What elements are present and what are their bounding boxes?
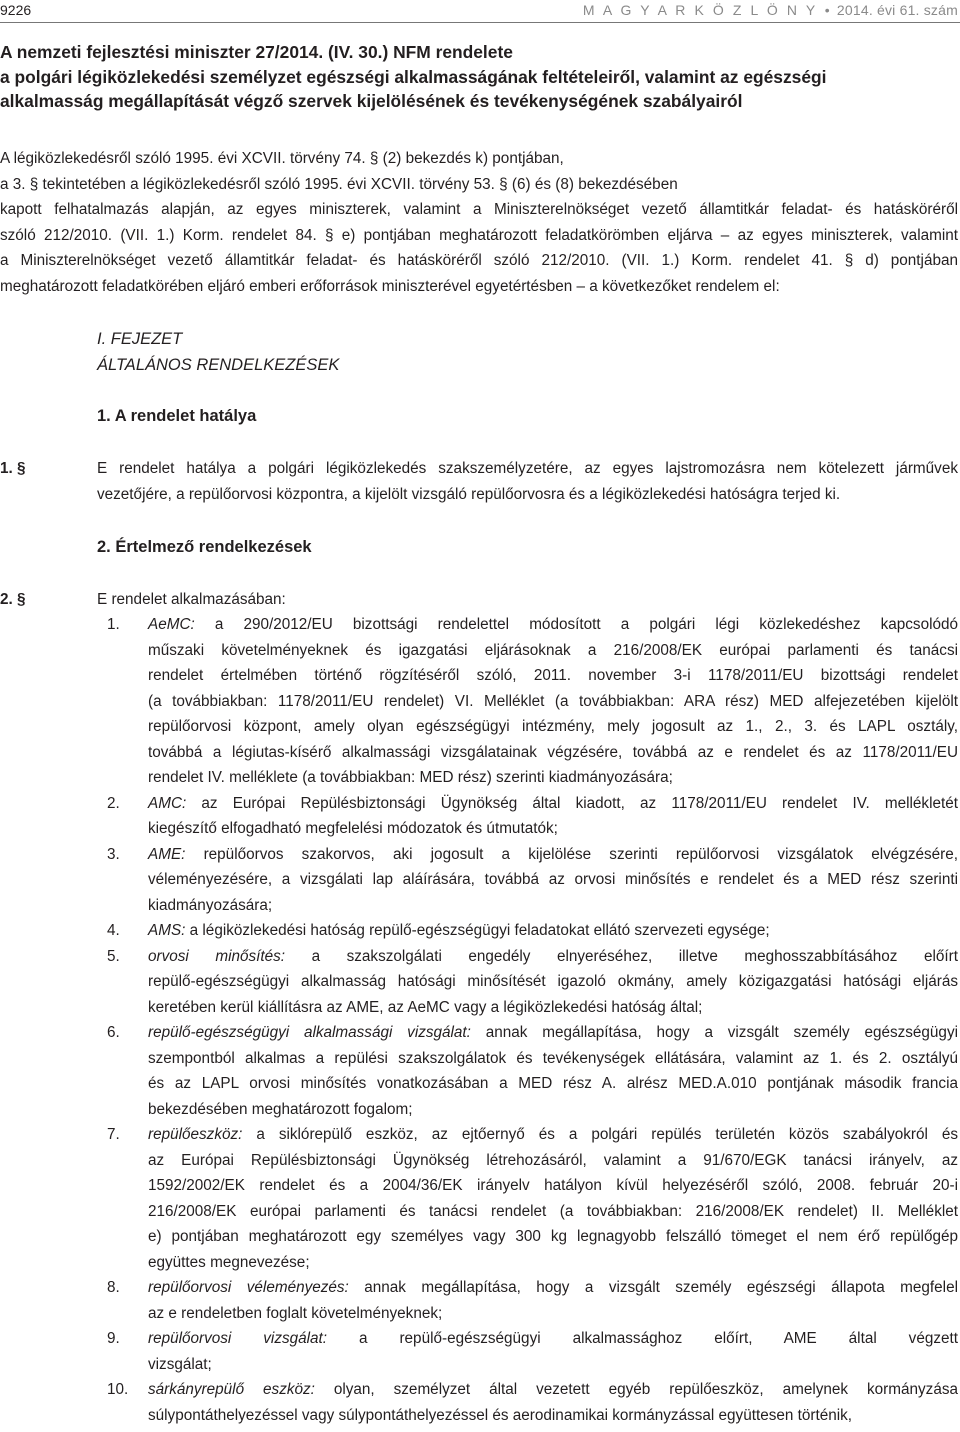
definition-line: az Európai Repülésbiztonsági Ügynökség létrehozásáról, valamint a 91/670/EGK tanácsi irányelv, az [148, 1151, 958, 1169]
definition-term: orvosi minősítés: [148, 947, 286, 965]
definition-line: véleményezésére, a vizsgálati lap aláírására, továbbá az orvosi minősítés e rendelet és a MED rész szerinti [148, 871, 958, 888]
chapter-number: I. FEJEZET [97, 330, 183, 348]
section-heading: 2. Értelmező rendelkezések [97, 538, 312, 556]
definition-number: 2. [107, 794, 120, 812]
definition-number: 9. [107, 1330, 120, 1347]
definition-line: (a továbbiakban: 1178/2011/EU rendelet) VI. Melléklet (a továbbiakban: ARA rész) MED alfejezetében kijelölt [148, 692, 958, 710]
definition-line: repülő-egészségügyi alkalmassági vizsgálat: annak megállapítása, hogy a vizsgált személy egészségügyi [148, 1024, 958, 1041]
definition-number: 1. [107, 616, 120, 633]
definition-term: AME: [148, 845, 186, 863]
definition-number: 6. [107, 1024, 120, 1041]
definition-line: AMC: az Európai Repülésbiztonsági Ügynökség által kiadott, az 1178/2011/EU rendelet IV. mellékletét [148, 794, 958, 812]
definition-item [0, 1326, 958, 1377]
definition-term: AeMC: [148, 616, 195, 633]
definition-item [0, 1377, 958, 1428]
preamble-line: kapott felhatalmazás alapján, az egyes miniszterek, valamint a Miniszterelnökséget vezető államtitkár feladat- és hatásköréről [0, 201, 958, 218]
definition-line: bekezdésében meghatározott fogalom; [148, 1100, 413, 1118]
definition-line: és az LAPL orvosi minősítés vonatkozásában a MED rész A. alrész MED.A.010 pontjának második francia [148, 1075, 958, 1092]
definition-item [0, 612, 958, 791]
journal-title: M A G Y A R K Ö Z L Ö N Y [582, 2, 818, 18]
paragraph-line: vezetőjére, a repülőorvosi központra, a kijelölt vizsgáló repülőorvosra és a légiközlekedési hatóságra terjed ki. [97, 485, 841, 503]
definition-line: sárkányrepülő eszköz: olyan, személyzet által vezetett egyéb repülőeszköz, amelynek kormányzása [148, 1381, 958, 1398]
definition-line: kiadmányozására; [148, 896, 273, 914]
definition-number: 4. [107, 922, 120, 939]
definition-line: együttes megnevezése; [148, 1253, 310, 1271]
paragraph-text [97, 456, 958, 507]
definition-term: repülőorvosi véleményezés: [148, 1279, 349, 1296]
definition-term: repülőorvosi vizsgálat: [148, 1330, 328, 1347]
definition-term: AMC: [148, 794, 187, 812]
page-header [0, 0, 960, 22]
definition-item [0, 842, 958, 919]
definition-item [0, 944, 958, 1021]
preamble [0, 146, 958, 299]
definition-term: repülő-egészségügyi alkalmassági vizsgálat: [148, 1024, 471, 1041]
definition-line: AeMC: a 290/2012/EU bizottsági rendelettel módosított a polgári légi közlekedéshez kapcsolódó [148, 616, 958, 633]
definitions-list [0, 612, 960, 1428]
title-line: alkalmasság megállapítását végző szervek kijelölésének és tevékenységének szabályairól [0, 91, 743, 111]
definition-item [0, 918, 958, 944]
definition-line: orvosi minősítés: a szakszolgálati engedély elnyeréséhez, illetve meghosszabbításához előírt [148, 947, 958, 965]
bullet-separator: • [824, 2, 830, 18]
definition-line: AME: repülőorvos szakorvos, aki jogosult a kijelölése szerinti repülőorvosi vizsgálatok elvégzésére, [148, 845, 958, 863]
header-rule [0, 22, 960, 23]
definition-line: vizsgálat; [148, 1355, 212, 1373]
definition-line: szempontból alkalmas a repülési szakszolgálatok és tevékenységek ellátására, valamint az 1. és 2. osztályú [148, 1049, 958, 1067]
definition-line: rendelet IV. melléklete (a továbbiakban: MED rész) szerinti kiadmányozására; [148, 769, 673, 786]
definition-line: súlypontáthelyezéssel vagy súlypontáthelyezéssel és aerodinamikai kormányzással együttesen történik, [148, 1406, 853, 1424]
definition-item [0, 1122, 958, 1275]
definition-term: repülőeszköz: [148, 1126, 243, 1143]
definition-line: keretében kerül kiállításra az AME, az AeMC vagy a légiközlekedési hatóság által; [148, 998, 703, 1016]
definition-line: repülőorvosi vizsgálat: a repülő-egészségügyi alkalmassághoz előírt, AME által végzett [148, 1330, 958, 1347]
definition-line: kiegészítő elfogadható megfelelési módozatok és útmutatók; [148, 820, 558, 837]
definition-number: 7. [107, 1126, 120, 1143]
title-line: a polgári légiközlekedési személyzet egészségi alkalmasságának feltételeiről, valamint az egészségi [0, 66, 827, 87]
preamble-line: A légiközlekedésről szóló 1995. évi XCVII. törvény 74. § (2) bekezdés k) pontjában, [0, 150, 564, 167]
definition-line: 1592/2002/EK rendelet és a 2004/36/EK irányelv hatályon kívül helyezéséről szóló, 2008. február 20-i [148, 1177, 958, 1194]
paragraph-number: 1. § [0, 460, 26, 477]
chapter-title: ÁLTALÁNOS RENDELKEZÉSEK [97, 355, 340, 374]
definition-line: repülőorvosi véleményezés: annak megállapítása, hogy a vizsgált személy egészségi állapota megfelel [148, 1279, 958, 1296]
definition-line: e) pontjában meghatározott egy személyes vagy 300 kg legnagyobb felszálló tömeget el nem érő repülőgép [148, 1228, 958, 1245]
paragraph-number: 2. § [0, 591, 26, 608]
definition-line: rendelet értelmében történő rögzítéséről szóló, 2011. november 3-i 1178/2011/EU bizottsági rendelet [148, 667, 958, 684]
definition-line: az e rendeletben foglalt követelményeknek; [148, 1304, 443, 1322]
definition-number: 8. [107, 1279, 120, 1296]
definition-line: műszaki követelményeknek és igazgatási eljárásoknak a 216/2008/EK európai parlamenti és tanácsi [148, 641, 958, 659]
definition-line: repülő-egészségügyi alkalmasság hatósági minősítését igazoló okmány, amely közigazgatási hatósági eljárás [148, 973, 958, 990]
paragraph-intro: E rendelet alkalmazásában: [97, 591, 286, 608]
preamble-line: a 3. § tekintetében a légiközlekedésről szóló 1995. évi XCVII. törvény 53. § (6) és (8) bekezdésében [0, 175, 678, 193]
document-title [0, 40, 960, 114]
definition-number: 10. [107, 1381, 129, 1398]
title-line: A nemzeti fejlesztési miniszter 27/2014. (IV. 30.) NFM rendelete [0, 42, 513, 62]
definition-line: 216/2008/EK európai parlamenti és tanácsi rendelet (a továbbiakban: 216/2008/EK rendelet) II. Melléklet [148, 1202, 958, 1220]
page-number: 9226 [0, 2, 32, 18]
preamble-line: szóló 212/2010. (VII. 1.) Korm. rendelet 84. § e) pontjában meghatározott feladatkörömben eljárva – az egyes miniszterek, valamint [0, 226, 958, 244]
section-heading: 1. A rendelet hatálya [97, 407, 257, 425]
definition-line: továbbá a légiutas-kísérő alkalmassági vizsgálatainak végzésére, továbbá az e rendelet és az 1178/2011/EU [148, 743, 958, 761]
chapter-heading [97, 327, 339, 378]
definition-line: repülőeszköz: a siklórepülő eszköz, az ejtőernyő és a polgári repülés területén közös szabályokról és [148, 1126, 958, 1143]
definition-line: repülőorvosi központ, amely olyan egészségügyi intézmény, mely jogosult az 1., 2., 3. és LAPL osztály, [148, 718, 958, 735]
definition-item [0, 1020, 958, 1122]
issue-label: 2014. évi 61. szám [836, 2, 958, 18]
preamble-line: a Miniszterelnökséget vezető államtitkár feladat- és hatásköréről szóló 212/2010. (VII. 1.) Korm. rendelet 41. § d) pontjában [0, 252, 958, 269]
paragraph-line: E rendelet hatálya a polgári légiközlekedés szakszemélyzetére, az egyes lajstromozásra nem kötelezett járművek [97, 460, 958, 477]
preamble-line: meghatározott feladatkörében eljáró emberi erőforrások miniszterével egyetértésben – a következőket rendelem el: [0, 277, 780, 295]
definition-number: 5. [107, 947, 120, 965]
definition-term: sárkányrepülő eszköz: [148, 1381, 315, 1398]
journal-name [583, 2, 958, 18]
definition-item [0, 791, 958, 842]
definition-term: AMS: [148, 922, 186, 939]
definition-item [0, 1275, 958, 1326]
definition-number: 3. [107, 845, 120, 863]
definition-line: AMS: a légiközlekedési hatóság repülő-egészségügyi feladatokat ellátó szervezeti egysége; [148, 922, 770, 939]
